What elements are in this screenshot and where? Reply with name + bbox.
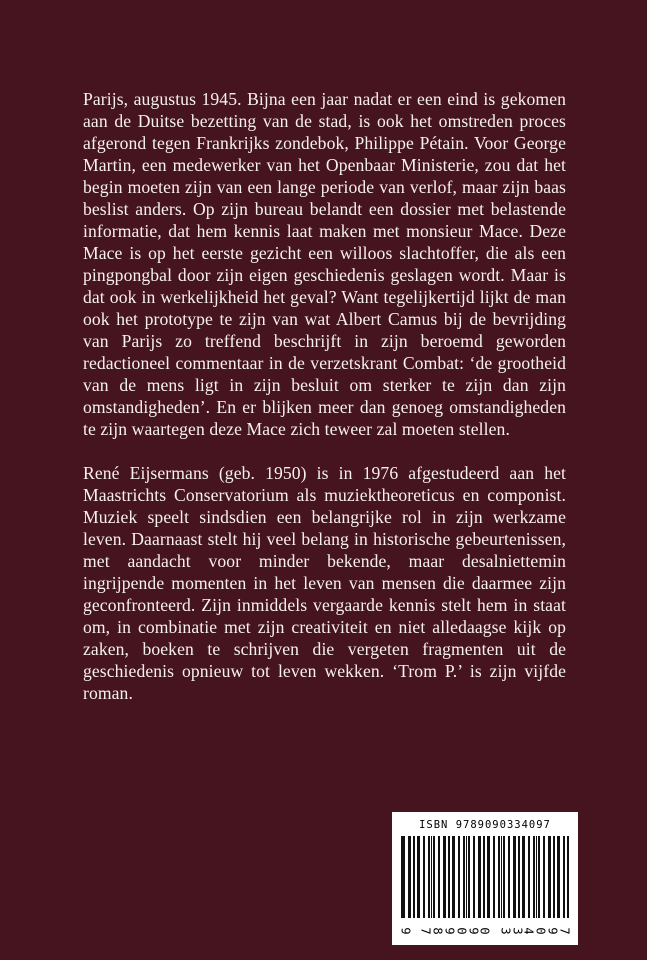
barcode-bars-icon [401,836,569,918]
isbn-barcode [392,812,578,945]
barcode-digits: 9 7 8 9 0 9 0 3 3 4 0 9 7 [398,926,572,935]
blurb-paragraph: Parijs, augustus 1945. Bijna een jaar nadat er een eind is gekomen aan de Duitse bezetting van de stad, is ook het omstreden proces afgerond tegen Frankrijks zondebok, Philippe Pétain. Voor George Martin, een medewerker van het Openbaar Ministerie, zou dat het begin moeten zijn van een lange periode van verlof, maar zijn baas beslist anders. Op zijn bureau belandt een dossier met belastende informatie, dat hem kennis laat maken met monsieur Mace. Deze Mace is op het eerste gezicht een willoos slachtoffer, die als een pingpongbal door zijn eigen geschiedenis geslagen wordt. Maar is dat ook in werkelijkheid het geval? Want tegelijkertijd lijkt de man ook het prototype te zijn van wat Albert Camus bij de bevrijding van Parijs zo treffend beschrijft in zijn beroemd geworden redactioneel commentaar in de verzetskrant Combat: ‘de grootheid van de mens ligt in zijn besluit om sterker te zijn dan zijn omstandigheden’. En er blijken meer dan genoeg omstandigheden te zijn waartegen deze Mace zich teweer zal moeten stellen. [83,89,566,439]
author-bio-paragraph: René Eijsermans (geb. 1950) is in 1976 afgestudeerd aan het Maastrichts Conservatorium als muziektheoreticus en componist. Muziek speelt sindsdien een belangrijke rol in zijn werkzame leven. Daarnaast stelt hij veel belang in historische gebeurtenissen, met aandacht voor minder bekende, maar desalniettemin ingrijpende momenten in het leven van mensen die daarmee zijn geconfronteerd. Zijn inmiddels vergaarde kennis stelt hem in staat om, in combinatie met zijn creativiteit en niet alledaagse kijk op zaken, boeken te schrijven die vergeten fragmenten uit de geschiedenis opnieuw tot leven wekken. ‘Trom P.’ is zijn vijfde roman. [83,463,566,703]
back-cover-text [83,88,566,726]
isbn-label: ISBN 9789090334097 [419,819,551,831]
